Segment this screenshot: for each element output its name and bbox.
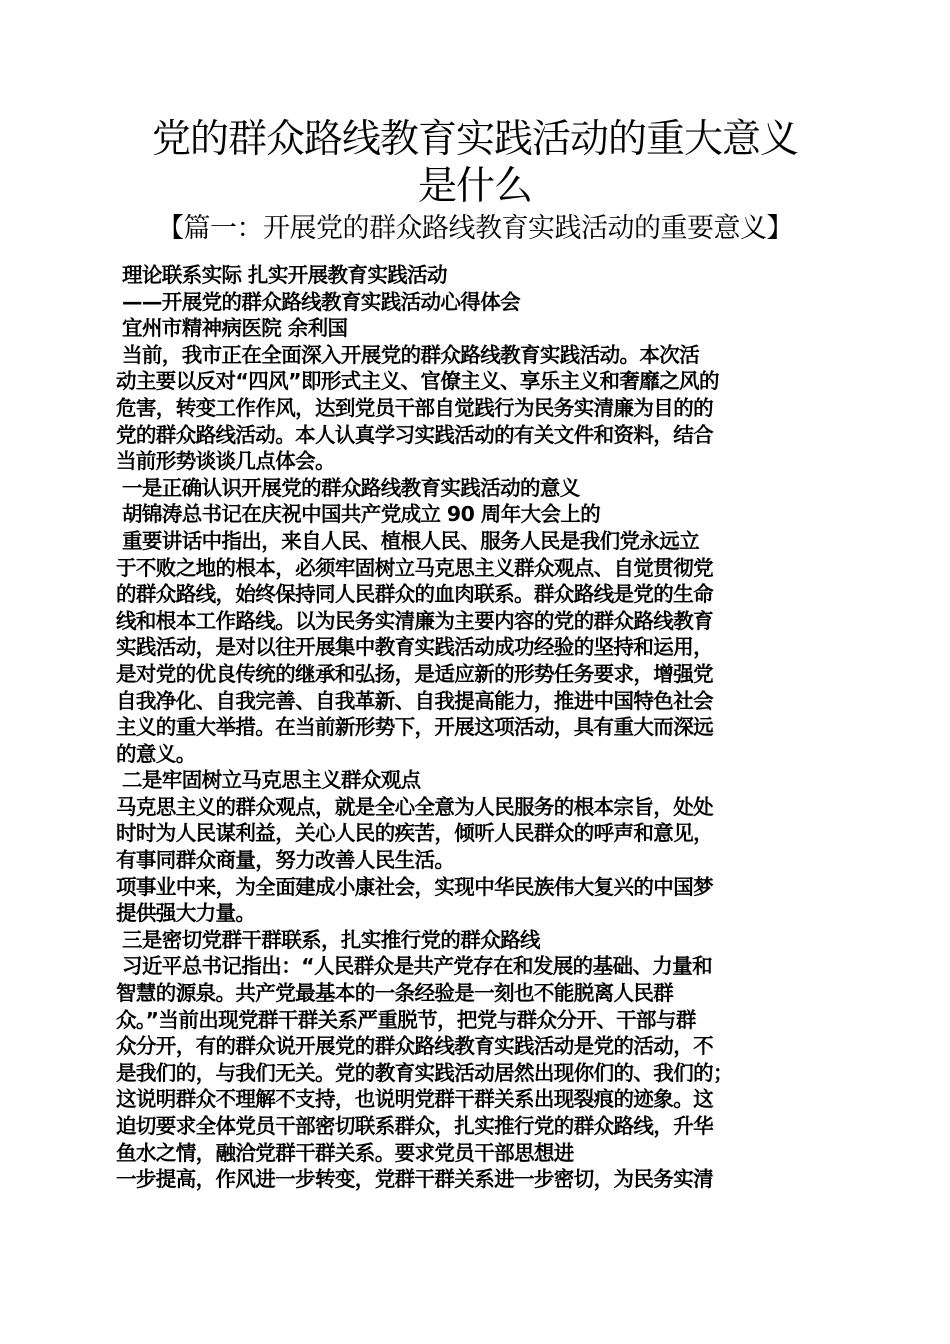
document-subtitle: 【篇一：开展党的群众路线教育实践活动的重要意义】 [157, 213, 793, 244]
paragraph-line: 党的群众路线活动。本人认真学习实践活动的有关文件和资料，结合 [116, 422, 713, 447]
paragraph-line: 危害，转变工作作风，达到党员干部自觉践行为民务实清廉为目的的 [116, 395, 713, 420]
paragraph-line: 鱼水之情，融洽党群干群关系。要求党员干部思想进 [116, 1140, 574, 1165]
paragraph-line: 于不败之地的根本，必须牢固树立马克思主义群众观点、自觉贯彻党 [116, 555, 713, 580]
author-line: 宜州市精神病医院 余利国 [122, 316, 348, 341]
paragraph-line: 时时为人民谋利益，关心人民的疾苦，倾听人民群众的呼声和意见， [116, 821, 713, 846]
paragraph-line: 这说明群众不理解不支持，也说明党群干群关系出现裂痕的迹象。这 [116, 1087, 713, 1112]
section-heading: 一是正确认识开展党的群众路线教育实践活动的意义 [122, 475, 580, 500]
paragraph-line: 动主要以反对“四风”即形式主义、官僚主义、享乐主义和奢靡之风的 [116, 369, 719, 394]
document-body [116, 262, 838, 1193]
document-title-line-1: 党的群众路线教育实践活动的重大意义 [151, 117, 798, 162]
paragraph-line: 自我净化、自我完善、自我革新、自我提高能力，推进中国特色社会 [116, 688, 713, 713]
paragraph-line: 习近平总书记指出：“人民群众是共产党存在和发展的基础、力量和 [122, 954, 712, 979]
paragraph-line: 线和根本工作路线。以为民务实清廉为主要内容的党的群众路线教育 [116, 608, 713, 633]
paragraph-line: 马克思主义的群众观点，就是全心全意为人民服务的根本宗旨，处处 [116, 794, 713, 819]
document-title-line-2: 是什么 [417, 164, 532, 209]
paragraph-line: 众。”当前出现党群干群关系严重脱节，把党与群众分开、干部与群 [116, 1007, 696, 1032]
paragraph-line: 是对党的优良传统的继承和弘扬，是适应新的形势任务要求，增强党 [116, 661, 713, 686]
paragraph-line: 一步提高，作风进一步转变，党群干群关系进一步密切，为民务实清 [116, 1167, 713, 1192]
paragraph-line: 重要讲话中指出，来自人民、植根人民、服务人民是我们党永远立 [122, 528, 700, 553]
paragraph-line: 迫切要求全体党员干部密切联系群众，扎实推行党的群众路线，升华 [116, 1114, 713, 1138]
heading-line: 理论联系实际 扎实开展教育实践活动 [122, 263, 447, 287]
paragraph-line: 的意义。 [116, 741, 196, 766]
paragraph-line: 的群众路线，始终保持同人民群众的血肉联系。群众路线是党的生命 [116, 582, 713, 607]
paragraph-line: 主义的重大举措。在当前新形势下，开展这项活动，具有重大而深远 [116, 715, 713, 740]
paragraph-line: 胡锦涛总书记在庆祝中国共产党成立 90 周年大会上的 [122, 502, 601, 527]
paragraph-line: 项事业中来，为全面建成小康社会，实现中华民族伟大复兴的中国梦 [116, 874, 713, 899]
section-heading: 三是密切党群干群联系，扎实推行党的群众路线 [122, 927, 540, 952]
paragraph-line: 当前形势谈谈几点体会。 [116, 449, 335, 474]
paragraph-line: 智慧的源泉。共产党最基本的一条经验是一刻也不能脱离人民群 [116, 981, 674, 1006]
paragraph-line: 有事同群众商量，努力改善人民生活。 [116, 848, 455, 873]
heading-line: ——开展党的群众路线教育实践活动心得体会 [122, 289, 520, 314]
section-heading: 二是牢固树立马克思主义群众观点 [122, 768, 421, 793]
paragraph-line: 众分开，有的群众说开展党的群众路线教育实践活动是党的活动，不 [116, 1034, 713, 1059]
paragraph-line: 当前，我市正在全面深入开展党的群众路线教育实践活动。本次活 [122, 342, 700, 367]
paragraph-line: 是我们的，与我们无关。党的教育实践活动居然出现你们的、我们的； [116, 1060, 733, 1085]
paragraph-line: 实践活动，是对以往开展集中教育实践活动成功经验的坚持和运用， [116, 635, 713, 660]
paragraph-line: 提供强大力量。 [116, 901, 256, 926]
